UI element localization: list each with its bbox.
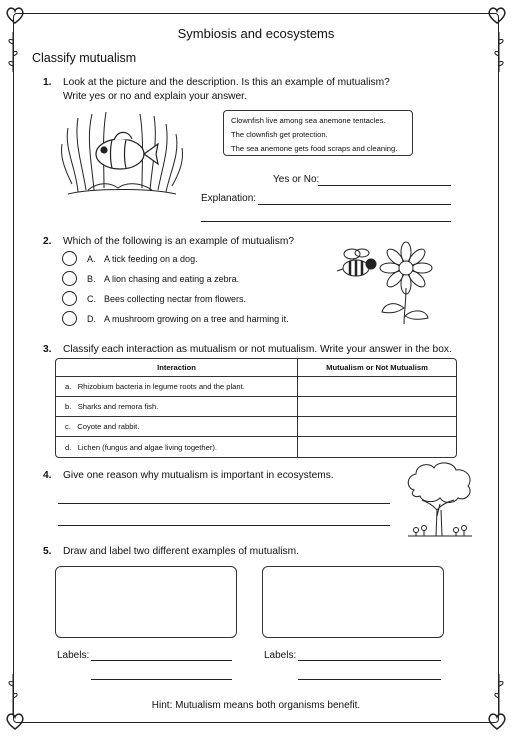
row-text: Rhizobium bacteria in legume roots and the plant. (77, 382, 245, 391)
option-letter: A. (87, 253, 96, 264)
option-text: A mushroom growing on a tree and harming it. (104, 313, 289, 324)
heart-corner-icon (486, 4, 508, 26)
table-row (56, 437, 456, 457)
description-box (223, 110, 413, 156)
yes-no-answer-line[interactable] (318, 185, 451, 186)
option-text: Bees collecting nectar from flowers. (104, 293, 247, 304)
section-title: Classify mutualism (32, 51, 137, 65)
question-1-prompt (63, 76, 390, 104)
interaction-cell (56, 377, 298, 397)
label-answer-line[interactable] (91, 679, 232, 680)
heart-corner-icon (4, 4, 26, 26)
reason-answer-line[interactable] (58, 503, 390, 504)
label-answer-line[interactable] (91, 660, 232, 661)
question-2-prompt: Which of the following is an example of mutualism? (63, 236, 295, 247)
option-d[interactable] (62, 311, 289, 326)
option-text: A lion chasing and eating a zebra. (104, 273, 240, 284)
label-answer-line[interactable] (298, 660, 441, 661)
answer-cell[interactable] (298, 437, 456, 457)
row-letter: b. (65, 402, 72, 411)
question-number: 5. (43, 546, 52, 557)
interaction-cell (56, 437, 298, 457)
row-letter: a. (65, 382, 72, 391)
question-number: 1. (43, 77, 52, 88)
radio-button[interactable] (62, 271, 77, 286)
drawing-box-1[interactable] (55, 566, 237, 638)
explanation-answer-line[interactable] (201, 221, 451, 222)
labels-label: Labels: (264, 650, 297, 661)
option-text: A tick feeding on a dog. (104, 253, 198, 264)
radio-button[interactable] (62, 311, 77, 326)
drawing-box-2[interactable] (262, 566, 444, 638)
option-letter: D. (87, 313, 96, 324)
option-a[interactable] (62, 251, 198, 266)
row-text: Coyote and rabbit. (77, 422, 140, 431)
radio-button[interactable] (62, 291, 77, 306)
table-row (56, 417, 456, 437)
column-header-interaction: Interaction (56, 359, 298, 377)
question-4-prompt: Give one reason why mutualism is important in ecosystems. (63, 470, 334, 481)
radio-button[interactable] (62, 251, 77, 266)
interaction-cell (56, 417, 298, 437)
description-line: The sea anemone gets food scraps and cleaning. (231, 144, 398, 153)
table-row (56, 397, 456, 417)
clownfish-anemone-illustration (58, 108, 186, 200)
tree-illustration (404, 460, 476, 540)
row-letter: d. (65, 442, 72, 452)
interaction-cell (56, 397, 298, 417)
description-line: The clownfish get protection. (231, 130, 328, 139)
yes-no-label: Yes or No: (273, 174, 320, 185)
page-title: Symbiosis and ecosystems (177, 26, 335, 41)
bee-flower-illustration (334, 238, 450, 326)
reason-answer-line[interactable] (58, 525, 390, 526)
explanation-answer-line[interactable] (258, 204, 451, 205)
question-number: 2. (43, 236, 52, 247)
option-letter: B. (87, 273, 96, 284)
table-header-row (56, 359, 456, 377)
labels-label: Labels: (57, 650, 90, 661)
explanation-label: Explanation: (201, 193, 257, 204)
question-number: 3. (43, 344, 52, 355)
classification-table (55, 358, 457, 458)
table-row (56, 377, 456, 397)
column-header-classification: Mutualism or Not Mutualism (298, 359, 456, 377)
question-number: 4. (43, 470, 52, 481)
row-text: Lichen (fungus and algae living together). (77, 442, 218, 452)
question-1-line-2: Write yes or no and explain your answer. (63, 91, 247, 102)
option-c[interactable] (62, 291, 246, 306)
question-3-prompt: Classify each interaction as mutualism or not mutualism. Write your answer in the box. (63, 344, 452, 355)
answer-cell[interactable] (298, 417, 456, 437)
row-text: Sharks and remora fish. (77, 402, 159, 411)
question-1-line-1: Look at the picture and the description. Is this an example of mutualism? (63, 77, 390, 88)
answer-cell[interactable] (298, 377, 456, 397)
hint-text: Hint: Mutualism means both organisms benefit. (151, 700, 361, 711)
option-b[interactable] (62, 271, 239, 286)
row-letter: c. (65, 422, 71, 431)
description-line: Clownfish live among sea anemone tentacles. (231, 116, 386, 125)
answer-cell[interactable] (298, 397, 456, 417)
option-letter: C. (87, 293, 96, 304)
question-5-prompt: Draw and label two different examples of mutualism. (63, 546, 299, 557)
label-answer-line[interactable] (298, 679, 441, 680)
